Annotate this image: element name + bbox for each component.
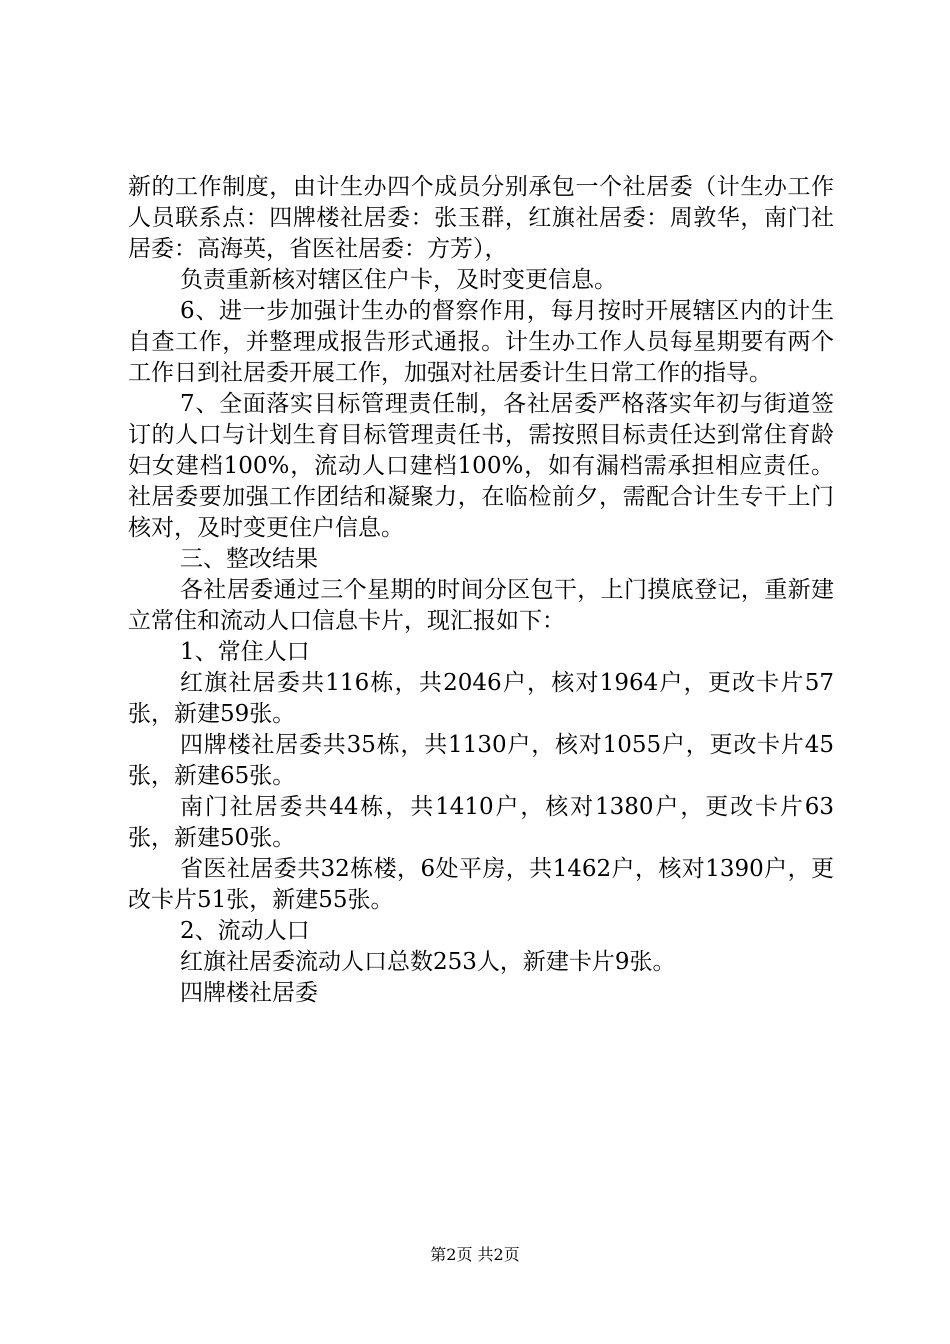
page-number-footer: 第2页 共2页 — [430, 1245, 520, 1264]
section-heading-results: 三、整改结果 — [180, 546, 318, 572]
subheading-floating-population: 2、流动人口 — [180, 918, 310, 944]
paragraph-sipailou-floating: 四牌楼社居委 — [180, 980, 318, 1006]
paragraph-work-system: 新的工作制度，由计生办四个成员分别承包一个社居委（计生办工作人员联系点：四牌楼社居委：张玉群，红旗社居委：周敦华，南门社居委：高海英，省医社居委：方芳）， — [128, 174, 834, 262]
paragraph-nanmen-resident: 南门社居委共44栋，共1410户，核对1380户，更改卡片63张，新建50张。 — [128, 794, 834, 851]
paragraph-verify-cards: 负责重新核对辖区住户卡，及时变更信息。 — [180, 267, 617, 293]
subheading-resident-population: 1、常住人口 — [180, 639, 310, 665]
paragraph-item-6: 6、进一步加强计生办的督察作用，每月按时开展辖区内的计生自查工作，并整理成报告形式通报。计生办工作人员每星期要有两个工作日到社居委开展工作，加强对社居委计生日常工作的指导。 — [128, 298, 834, 386]
paragraph-sipailou-resident: 四牌楼社居委共35栋，共1130户，核对1055户，更改卡片45张，新建65张。 — [128, 732, 834, 789]
paragraph-hongqi-resident: 红旗社居委共116栋，共2046户，核对1964户，更改卡片57张，新建59张。 — [128, 670, 834, 727]
paragraph-results-intro: 各社居委通过三个星期的时间分区包干，上门摸底登记，重新建立常住和流动人口信息卡片，现汇报如下： — [128, 577, 834, 634]
document-body — [128, 172, 834, 1009]
paragraph-shengyi-resident: 省医社居委共32栋楼，6处平房，共1462户，核对1390户，更改卡片51张，新建55张。 — [128, 856, 834, 913]
paragraph-hongqi-floating: 红旗社居委流动人口总数253人，新建卡片9张。 — [180, 949, 676, 975]
paragraph-item-7: 7、全面落实目标管理责任制，各社居委严格落实年初与街道签订的人口与计划生育目标管理责任书，需按照目标责任达到常住育龄妇女建档100%，流动人口建档100%，如有漏档需承担相应责任。社居委要加强工作团结和凝聚力，在临检前夕，需配合计生专干上门核对，及时变更住户信息。 — [128, 391, 834, 541]
